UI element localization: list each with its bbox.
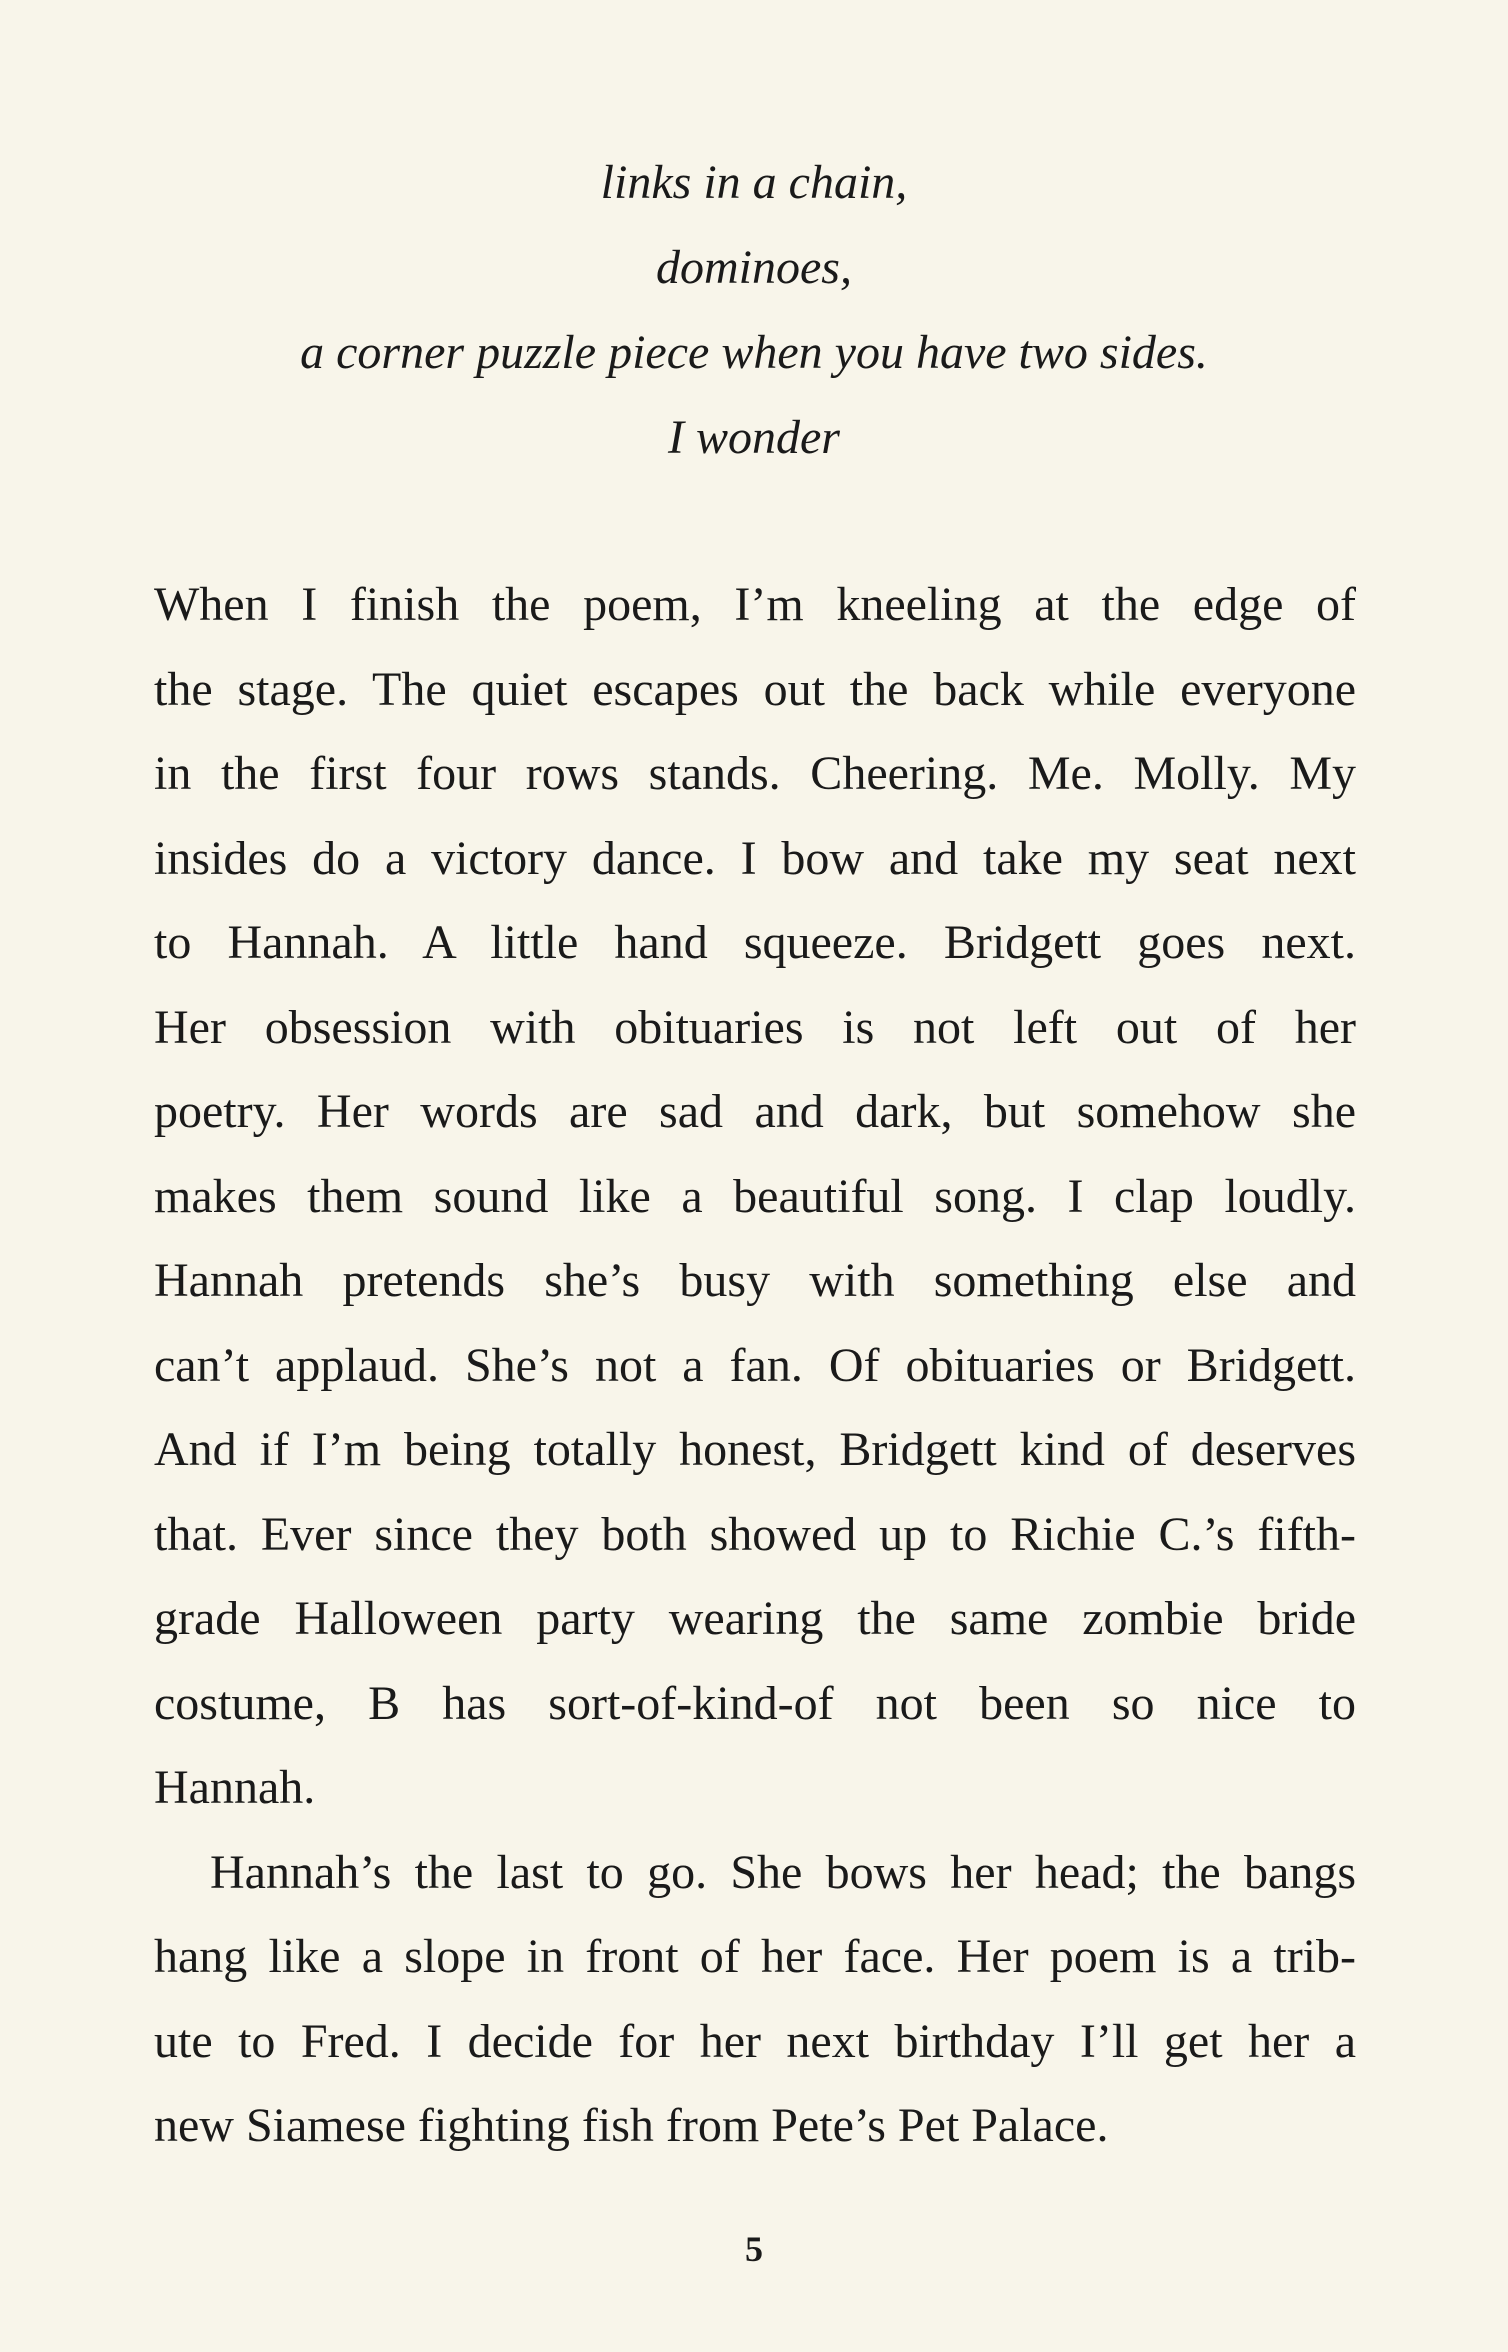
paragraph-1 xyxy=(154,563,1356,1831)
text-line: And if I’m being totally honest, Bridgett kind of deserves xyxy=(154,1423,1356,1476)
poem-line: links in a chain, xyxy=(600,156,908,209)
text-line: Her obsession with obituaries is not left out of her xyxy=(154,1000,1356,1054)
poem-line: dominoes, xyxy=(656,241,852,294)
text-line: Hannah. xyxy=(154,1761,316,1814)
poem-line: a corner puzzle piece when you have two sides. xyxy=(300,326,1208,379)
text-line: ute to Fred. I decide for her next birthday I’ll get her a xyxy=(154,2014,1356,2068)
text-line: hang like a slope in front of her face. Her poem is a trib- xyxy=(154,1930,1356,1983)
text-line: the stage. The quiet escapes out the back while everyone xyxy=(154,662,1356,716)
prose-body xyxy=(154,563,1356,2169)
text-line: insides do a victory dance. I bow and take my seat next xyxy=(154,831,1356,885)
text-line: costume, B has sort-of-kind-of not been so nice to xyxy=(154,1676,1356,1730)
text-line: that. Ever since they both showed up to Richie C.’s fifth- xyxy=(154,1507,1356,1561)
text-line: When I finish the poem, I’m kneeling at the edge of xyxy=(154,578,1356,631)
poem-excerpt xyxy=(0,140,1508,480)
text-line: Hannah pretends she’s busy with something else and xyxy=(154,1254,1356,1307)
poem-line: I wonder xyxy=(668,411,840,464)
paragraph-2 xyxy=(154,1831,1356,2169)
text-line: grade Halloween party wearing the same zombie bride xyxy=(154,1592,1356,1645)
text-line: poetry. Her words are sad and dark, but somehow she xyxy=(154,1085,1356,1138)
text-line: makes them sound like a beautiful song. I clap loudly. xyxy=(154,1169,1356,1223)
text-line: new Siamese fighting fish from Pete’s Pet Palace. xyxy=(154,2099,1109,2152)
text-line: in the first four rows stands. Cheering. Me. Molly. My xyxy=(154,747,1356,800)
text-line: to Hannah. A little hand squeeze. Bridgett goes next. xyxy=(154,916,1356,969)
text-line: can’t applaud. She’s not a fan. Of obituaries or Bridgett. xyxy=(154,1338,1356,1392)
page-number: 5 xyxy=(745,2229,763,2269)
text-line: Hannah’s the last to go. She bows her head; the bangs xyxy=(210,1845,1356,1899)
